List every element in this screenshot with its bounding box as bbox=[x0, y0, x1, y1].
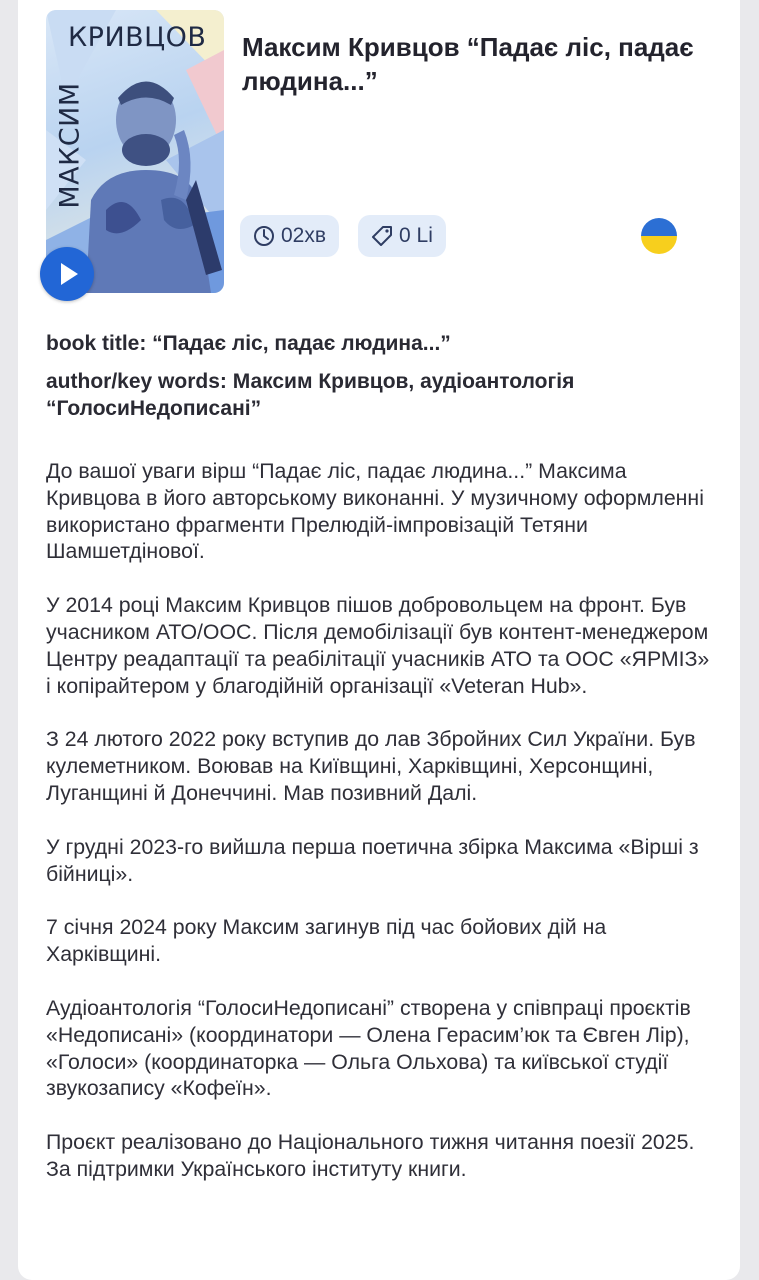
duration-label: 02хв bbox=[281, 224, 327, 247]
clock-icon bbox=[253, 225, 275, 247]
content-card bbox=[18, 0, 740, 1280]
description-paragraph: 7 січня 2024 року Максим загинув під час бойових дій на Харківщині. bbox=[46, 915, 607, 967]
likes-label: 0 Li bbox=[399, 224, 433, 247]
play-icon bbox=[40, 247, 94, 301]
description-paragraph: У 2014 році Максим Кривцов пішов добровольцем на фронт. Був учасником АТО/ООС. Після демобілізації був контент-менеджером Центру реадаптації та реабілітації учасників АТО та ООС «ЯРМІЗ» і копірайтером у благодійній організації «Veteran Hub». bbox=[46, 593, 710, 698]
description-paragraph: У грудні 2023-го вийшла перша поетична збірка Максима «Вірші з бійниці». bbox=[46, 834, 699, 886]
likes-chip[interactable] bbox=[358, 215, 446, 257]
description-paragraph: З 24 лютого 2022 року вступив до лав Збройних Сил України. Був кулеметником. Воював на Київщині, Харківщині, Херсонщині, Луганщині й Донеччині. Мав позивний Далі. bbox=[46, 727, 696, 805]
duration-chip[interactable] bbox=[240, 215, 339, 257]
ukraine-flag-icon[interactable] bbox=[641, 218, 677, 254]
author-keywords-meta: author/key words: Максим Кривцов, аудіоантологія “ГолосиНедописані” bbox=[46, 370, 575, 420]
tag-icon bbox=[371, 225, 393, 247]
description-paragraph: Проєкт реалізовано до Національного тижня читання поезії 2025. За підтримки Українського інституту книги. bbox=[46, 1130, 695, 1181]
play-button[interactable] bbox=[40, 247, 94, 301]
description-paragraph: До вашої уваги вірш “Падає ліс, падає людина...” Максима Кривцова в його авторському виконанні. У музичному оформленні використано фрагменти Прелюдій-імпровізацій Тетяни Шамшетдінової. bbox=[46, 459, 704, 564]
cover-name-text: МАКСИМ bbox=[54, 82, 86, 209]
description bbox=[46, 458, 716, 1210]
description-paragraph: Аудіоантологія “ГолосиНедописані” створена у співпраці проєктів «Недописані» (координатори — Олена Герасим’юк та Євген Лір), «Голоси» (координаторка — Ольга Ольхова) та київської студії звукозапису «Кофеїн». bbox=[46, 995, 691, 1101]
page-title: Максим Кривцов “Падає ліс, падає людина...” bbox=[242, 32, 694, 96]
book-title-meta: book title: “Падає ліс, падає людина...” bbox=[46, 332, 451, 355]
cover-surname-text: КРИВЦОВ bbox=[68, 22, 207, 53]
